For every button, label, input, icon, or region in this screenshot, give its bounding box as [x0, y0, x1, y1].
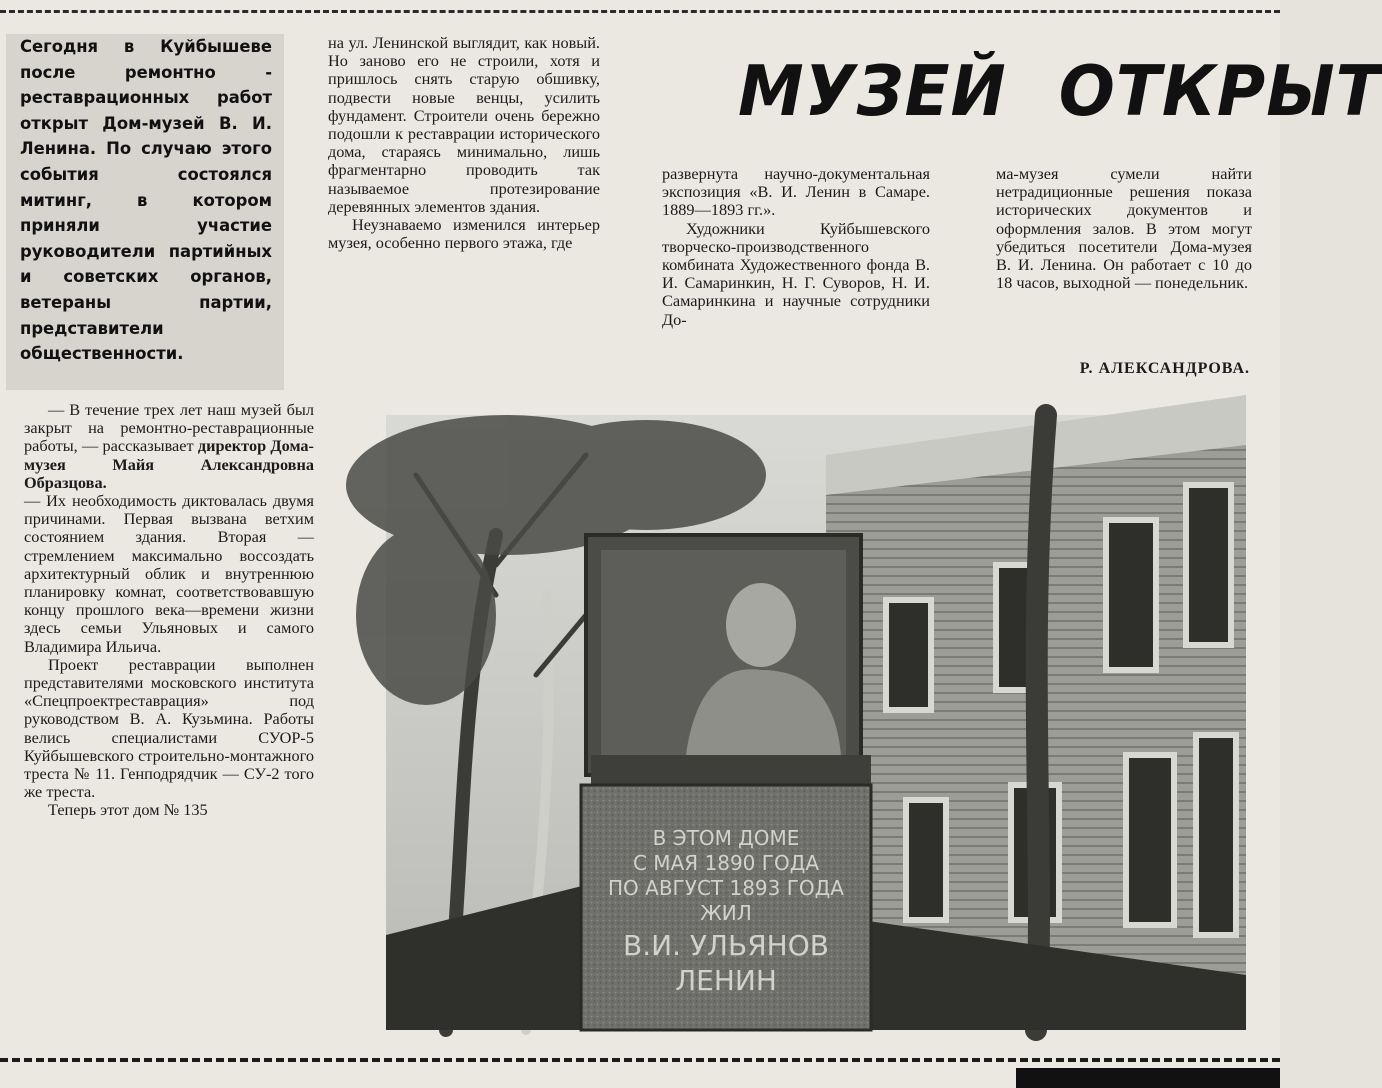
- plaque-line-2: С МАЯ 1890 ГОДА: [632, 851, 820, 875]
- col3-paragraph-1: развернута научно-документальная экспозиция «В. И. Ленин в Самаре. 1889—1893 гг.».: [662, 164, 930, 220]
- photo-illustration: [386, 415, 1246, 1030]
- col1-p1-text: — В течение трех лет наш музей был закрыт на ремонтно-реставрационные работы, — рассказывает: [24, 400, 314, 456]
- plaque-line-1: В ЭТОМ ДОМЕ: [652, 826, 800, 850]
- col3-paragraph-2: Художники Куйбышевского творческо-производственного комбината Художественного фонда В. И. Самаринкин, Н. Г. Суворов, Н. И. Самаринкина и научные сотрудники До-: [662, 218, 930, 329]
- lead-text: Сегодня в Куйбышеве после ремонтно - реставрационных работ открыт Дом-музей В. И. Ленина. По случаю этого события состоялся митинг, в котором приняли участие руководители партийных и советских органов, ветераны партии, представители общественности.: [20, 37, 272, 364]
- col2-paragraph-2: Неузнаваемо изменился интерьер музея, особенно первого этажа, где: [328, 215, 600, 253]
- author-signature: Р. АЛЕКСАНДРОВА.: [1079, 360, 1250, 377]
- col1-paragraph-1: [24, 401, 314, 492]
- col1-p1-bold: директор Дома-музея Майя Александровна Образцова.: [24, 436, 314, 492]
- column-4: [996, 165, 1252, 292]
- column-2: [328, 34, 600, 252]
- next-article-edge: [1016, 1068, 1280, 1088]
- photo-lenin-house-museum: [386, 415, 1246, 1030]
- headline: МУЗЕЙ ОТКРЫТ: [738, 51, 1382, 132]
- col1-paragraph-4: Теперь этот дом № 135: [48, 800, 208, 820]
- plaque-line-5: В.И. УЛЬЯНОВ: [623, 929, 829, 962]
- plaque-line-4: ЖИЛ: [700, 901, 752, 925]
- col2-paragraph-1: на ул. Ленинской выглядит, как новый. Но заново его не строили, хотя и пришлось снять старую обшивку, подвести новые венцы, усилить фундамент. Строители очень бережно подошли к реставрации исторического дома, стараясь минимально, лишь фрагментарно проводить так называемое протезирование деревянных элементов здания.: [328, 33, 600, 216]
- col1-paragraph-2: — Их необходимость диктовалась двумя причинами. Первая вызвана ветхим состоянием здания. Вторая — стремлением максимально воссоздать архитектурный облик и внутреннюю планировку комнат, соответствовавшую концу прошлого века—времени жизни здесь семьи Ульяновых и самого Владимира Ильича.: [24, 491, 314, 656]
- lead-block: [6, 34, 284, 390]
- col4-paragraph-1: ма-музея сумели найти нетрадиционные решения показа исторических документов и оформления залов. В этом могут убедиться посетители Дома-музея В. И. Ленина. Он работает с 10 до 18 часов, выходной — понедельник.: [996, 164, 1252, 293]
- plaque-line-6: ЛЕНИН: [675, 964, 777, 997]
- col1-paragraph-3: Проект реставрации выполнен представителями московского института «Спецпроектреставрация» под руководством В. А. Кузьмина. Работы велись специалистами СУОР-5 Куйбышевского строительно-монтажного треста № 11. Генподрядчик — СУ-2 того же треста.: [24, 654, 314, 802]
- bottom-dashed-rule: [0, 1058, 1280, 1062]
- top-dashed-rule: [0, 10, 1280, 13]
- plaque-line-3: ПО АВГУСТ 1893 ГОДА: [608, 876, 844, 900]
- column-3: [662, 165, 930, 329]
- column-1: [24, 401, 314, 820]
